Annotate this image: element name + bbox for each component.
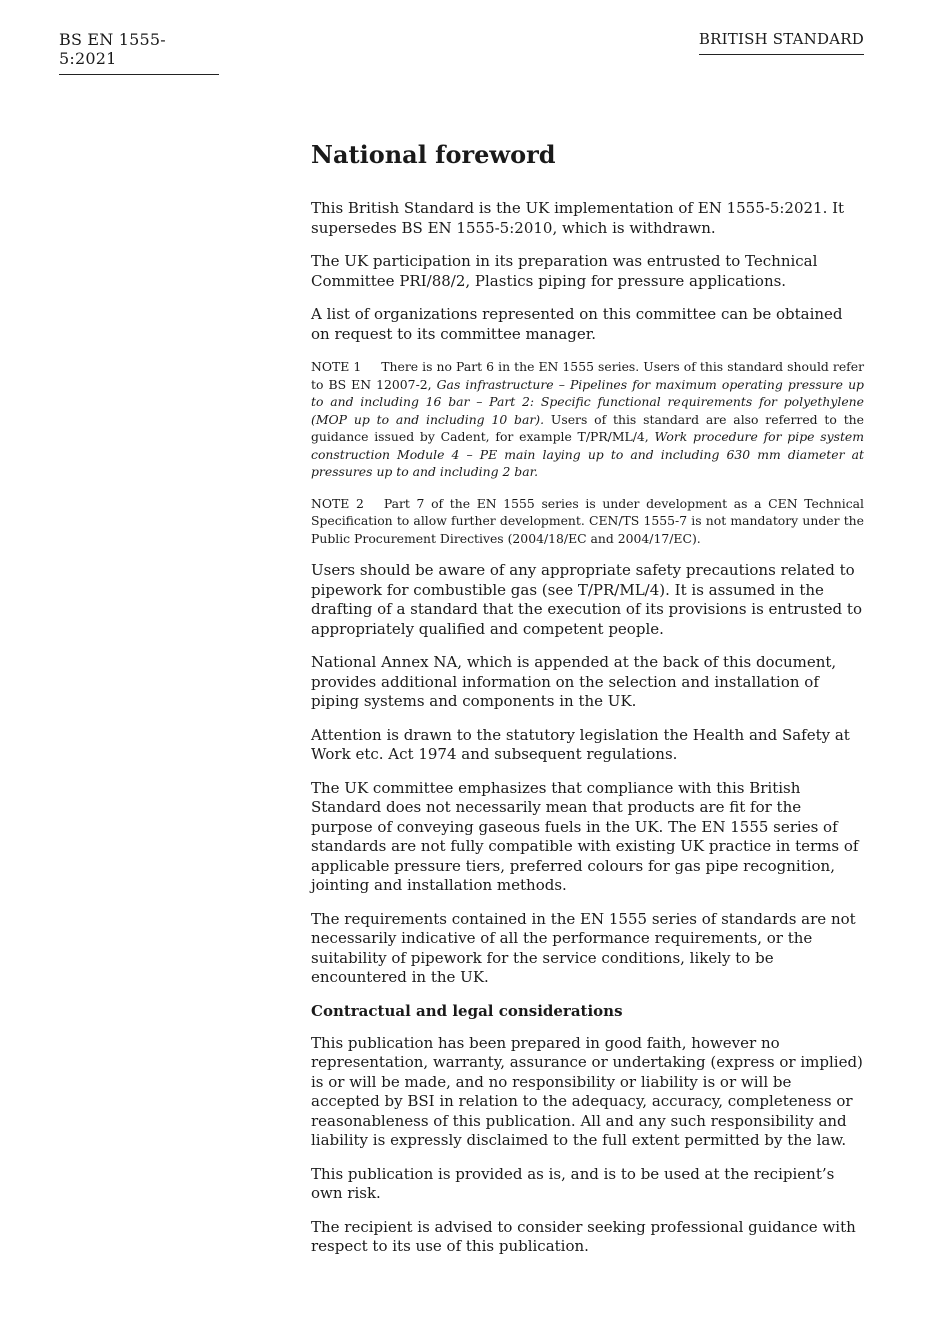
note-1 (311, 358, 864, 481)
note-2-label: NOTE 2 (311, 495, 364, 511)
note-1-italic-a: Gas infrastructure – Pipelines for maximum operating pressure up to and including 16 bar – Part 2: Specific functional requirements for polyethylene (MOP up to and including 10 bar). (311, 376, 864, 427)
paragraph-guidance: The recipient is advised to consider seeking professional guidance with respect to its use of this publication. (311, 1217, 856, 1255)
foreword-body (311, 140, 864, 1271)
paragraph-compliance: The UK committee emphasizes that compliance with this British Standard does not necessarily mean that products are fit for the purpose of conveying gaseous fuels in the UK. The EN 1555 series of standards are not fully compatible with existing UK practice in terms of applicable pressure tiers, preferred colours for gas pipe recognition, jointing and installation methods. (311, 778, 859, 894)
page-title: National foreword (311, 140, 556, 169)
note-1-italic-b: Work procedure for pipe system construction Module 4 – PE main laying up to and including 630 mm diameter at pressures up to and including 2 bar. (311, 429, 865, 479)
note-2-text: Part 7 of the EN 1555 series is under development as a CEN Technical Specification to allow further development. CEN/TS 1555-7 is not mandatory under the Public Procurement Directives (2004/18/EC and 2004/17/EC). (311, 495, 864, 546)
paragraph-committee: The UK participation in its preparation was entrusted to Technical Committee PRI/88/2, Plastics piping for pressure applications. (311, 252, 818, 290)
paragraph-safety: Users should be aware of any appropriate safety precautions related to pipework for combustible gas (see T/PR/ML/4). It is assumed in the drafting of a standard that the execution of its provisions is entrusted to appropriately qualified and competent people. (311, 561, 862, 638)
series-label: BRITISH STANDARD (699, 30, 864, 55)
note-2 (311, 495, 864, 548)
note-1-text-b: Users of this standard are also referred to the guidance issued by Cadent, for example T/PR/ML/4, (311, 411, 864, 444)
paragraph-legislation: Attention is drawn to the statutory legislation the Health and Safety at Work etc. Act 1974 and subsequent regulations. (311, 725, 850, 763)
paragraph-implementation: This British Standard is the UK implementation of EN 1555-5:2021. It supersedes BS EN 1555-5:2010, which is withdrawn. (311, 199, 845, 237)
paragraph-requirements: The requirements contained in the EN 1555 series of standards are not necessarily indicative of all the performance requirements, or the suitability of pipework for the service conditions, likely to be encountered in the UK. (311, 909, 856, 986)
note-1-label: NOTE 1 (311, 359, 362, 374)
subheading-contractual: Contractual and legal considerations (311, 1001, 623, 1020)
paragraph-organizations: A list of organizations represented on this committee can be obtained on request to its committee manager. (311, 305, 843, 343)
paragraph-own-risk: This publication is provided as is, and is to be used at the recipient’s own risk. (311, 1164, 835, 1202)
paragraph-good-faith: This publication has been prepared in good faith, however no representation, warranty, assurance or undertaking (express or implied) is or will be made, and no responsibility or liability is or will be accepted by BSI in relation to the adequacy, accuracy, completeness or reasonableness of this publication. All and any such responsibility and liability is expressly disclaimed to the full extent permitted by the law. (311, 1033, 863, 1149)
paragraph-national-annex: National Annex NA, which is appended at the back of this document, provides additional information on the selection and installation of piping systems and components in the UK. (311, 653, 837, 710)
note-1-text-a: There is no Part 6 in the EN 1555 series. Users of this standard should refer to BS EN 12007-2, (311, 359, 864, 392)
document-id: BS EN 1555-5:2021 (59, 30, 219, 75)
